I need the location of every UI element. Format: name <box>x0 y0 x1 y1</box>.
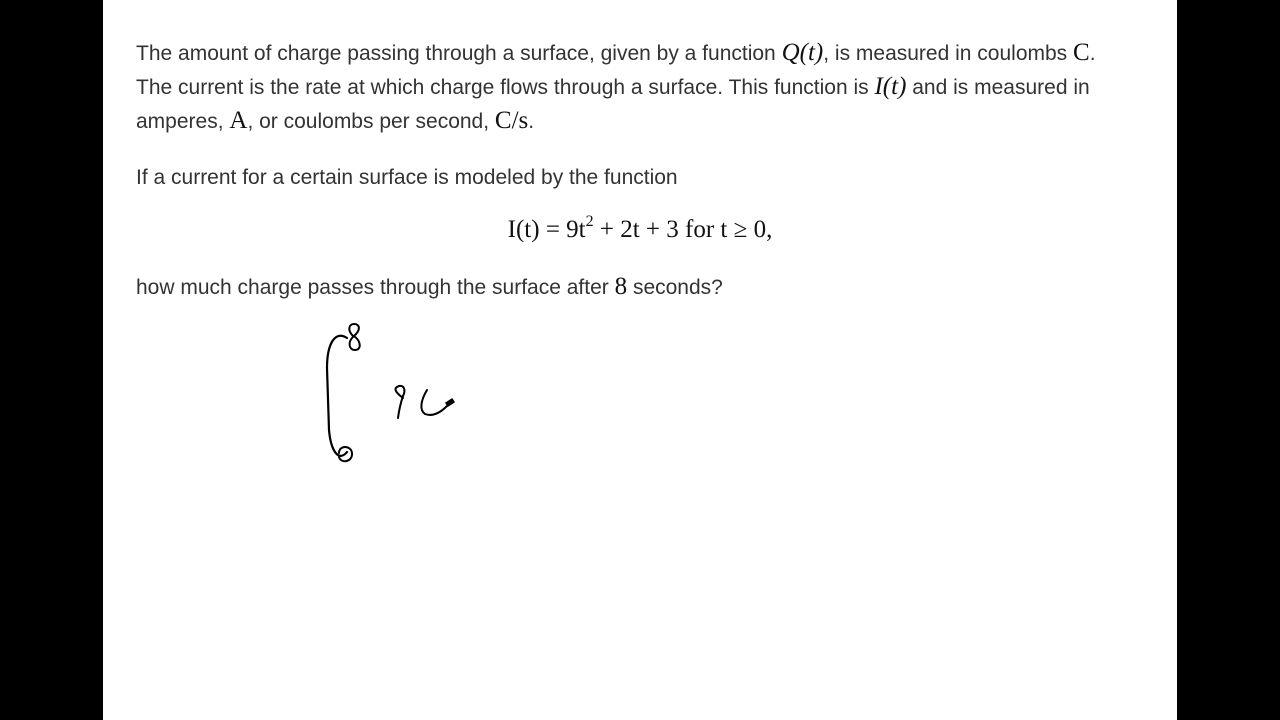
equation-lhs: I(t) = 9t <box>507 216 586 243</box>
coulomb-unit-symbol: C <box>1073 39 1090 66</box>
upper-limit-eight <box>349 324 359 350</box>
coulomb-per-second-unit-symbol: C/s <box>494 107 529 134</box>
current-function-symbol: I(t) <box>874 73 907 100</box>
pen-cursor-icon <box>446 399 454 406</box>
integrand-t-stroke <box>421 390 447 415</box>
model-intro-text: If a current for a certain surface is modeled by the function <box>136 166 678 189</box>
intro-text-5: , or coulombs per second, <box>247 110 495 133</box>
integral-sign-stroke <box>327 336 347 456</box>
intro-text-2: , is measured in coulombs <box>823 42 1074 65</box>
intro-text-6: . <box>528 110 535 133</box>
question-text-1: how much charge passes through the surface after <box>136 276 615 299</box>
integrand-nine <box>396 386 405 418</box>
intro-text-4: and is measured in amperes, <box>136 76 1090 133</box>
equation-rhs: + 2t + 3 for t ≥ 0, <box>593 216 773 243</box>
charge-function-symbol: Q(t) <box>781 39 824 66</box>
handwritten-integral-sketch <box>103 0 1177 720</box>
seconds-value: 8 <box>614 273 628 300</box>
intro-text-3: . The current is the rate at which charge flows through a surface. This function is <box>136 42 1096 99</box>
question-text-2: seconds? <box>627 276 723 299</box>
ampere-unit-symbol: A <box>229 107 248 134</box>
intro-text-1: The amount of charge passing through a surface, given by a function <box>136 42 782 65</box>
equation-exponent: 2 <box>585 213 594 230</box>
problem-page <box>103 0 1177 720</box>
